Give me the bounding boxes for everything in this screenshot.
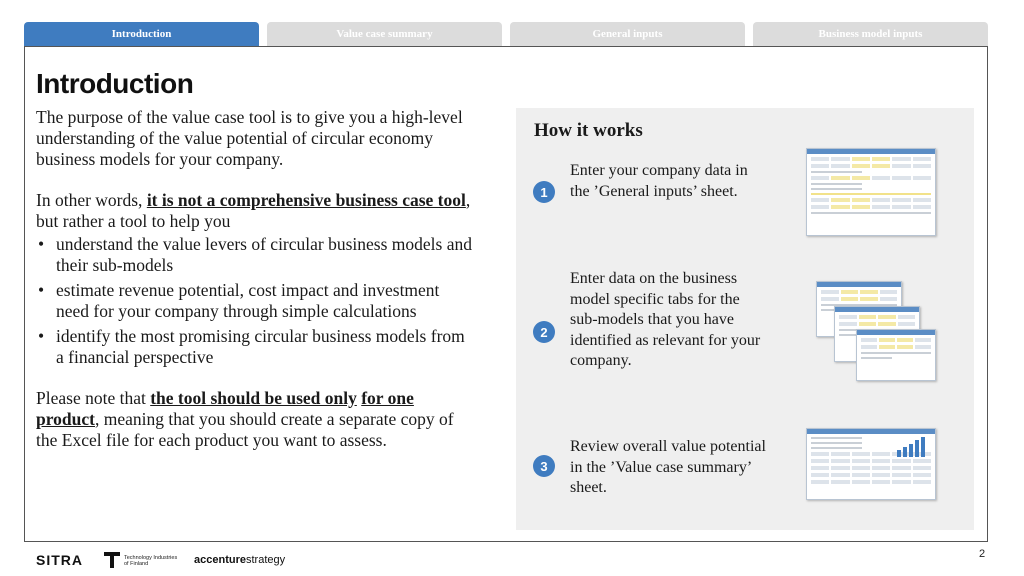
step-3-text: Review overall value potential in the ’Value case summary’ sheet. <box>570 438 766 496</box>
tab-value-case-summary[interactable]: Value case summary <box>267 22 502 46</box>
intro-paragraph: The purpose of the value case tool is to give you a high-level understanding of the value potential of circular economy business models for your company. <box>36 107 463 169</box>
value-case-summary-thumbnail <box>806 428 936 500</box>
purpose-item: • identify the most promising circular business models from a financial perspective <box>36 326 476 368</box>
footer <box>0 546 1024 576</box>
note-emphasis-1: the tool should be used only <box>150 388 357 408</box>
step-2-text: Enter data on the business model specific tabs for the sub-models that you have identified as relevant for your company. <box>570 270 761 369</box>
technology-industries-logo <box>124 555 177 567</box>
purpose-item: • understand the value levers of circular business models and their sub-models <box>36 234 476 276</box>
scope-lead: In other words, <box>36 190 147 210</box>
business-model-sheet-thumbnail <box>856 329 936 381</box>
scope-tail: , but rather a tool to help you <box>36 190 471 231</box>
accenture-wordmark: accenture <box>194 554 246 566</box>
technology-industries-logo-icon <box>104 552 120 568</box>
note-paragraph <box>36 388 476 451</box>
note-emphasis-2: for one product <box>36 388 414 429</box>
tab-bar <box>24 22 988 46</box>
step-3-badge: 3 <box>533 455 555 477</box>
note-lead: Please note that <box>36 388 151 408</box>
general-inputs-thumbnail <box>806 148 936 236</box>
step-2-badge: 2 <box>533 321 555 343</box>
purpose-list <box>36 234 476 368</box>
step-1-badge: 1 <box>533 181 555 203</box>
technology-industries-line-1: Technology Industries <box>124 555 178 561</box>
tab-introduction[interactable]: Introduction <box>24 22 259 46</box>
accenture-strategy-logo <box>194 554 285 566</box>
tab-business-model-inputs[interactable]: Business model inputs <box>753 22 988 46</box>
note-tail: , meaning that you should create a separate copy of the Excel file for each product you want to assess. <box>36 409 454 450</box>
page-title: Introduction <box>36 68 194 99</box>
purpose-item: • estimate revenue potential, cost impact and investment need for your company through simple calculations <box>36 280 476 322</box>
how-it-works-panel <box>516 108 974 530</box>
tab-general-inputs[interactable]: General inputs <box>510 22 745 46</box>
page-number: 2 <box>979 548 986 560</box>
scope-emphasis: it is not a comprehensive business case tool <box>146 190 466 210</box>
strategy-wordmark: strategy <box>245 554 286 566</box>
scope-paragraph <box>36 190 476 232</box>
step-1-text: Enter your company data in the ’General inputs’ sheet. <box>570 162 748 200</box>
technology-industries-line-2: of Finland <box>124 561 149 567</box>
sitra-logo: SITRA <box>36 552 83 568</box>
how-it-works-title: How it works <box>534 120 643 141</box>
intro-text <box>36 107 476 451</box>
